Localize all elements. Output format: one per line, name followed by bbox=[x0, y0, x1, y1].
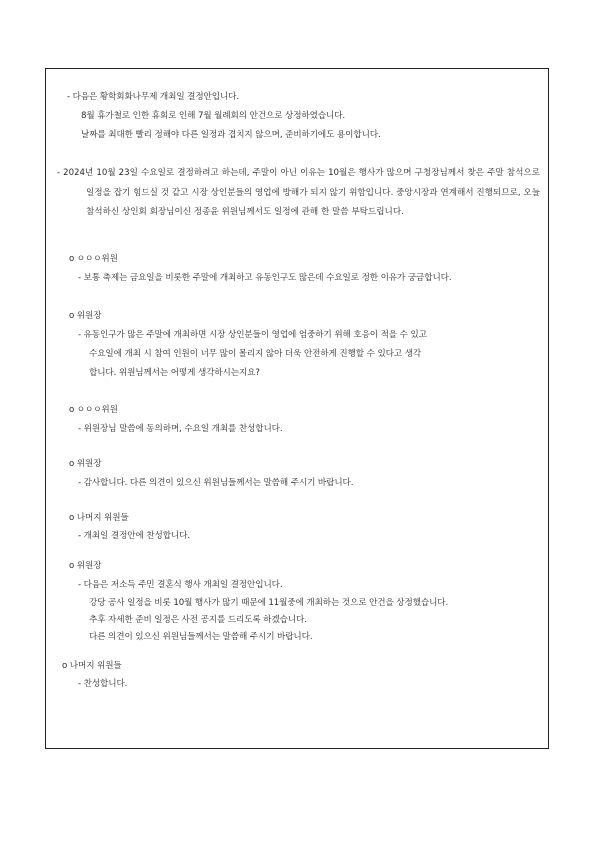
intro-line-2: 8월 휴가철로 인한 휴회로 인해 7월 월례회의 안건으로 상정하였습니다. bbox=[81, 111, 346, 121]
speech-others-2: - 찬성합니다. bbox=[78, 679, 128, 689]
speaker-chair-1: o 위원장 bbox=[69, 311, 102, 321]
intro-line-3: 날짜를 최대한 빨리 정해야 다른 일정과 겹치지 않으며, 준비하기에도 용이합니다. bbox=[81, 130, 381, 140]
speaker-chair-3: o 위원장 bbox=[69, 561, 102, 571]
speech-chair-1-line-2: 수요일에 개최 시 참여 인원이 너무 많이 몰리지 않아 더욱 안전하게 진행할 수 있다고 생각 bbox=[89, 349, 422, 359]
speaker-member-1: o ㅇㅇㅇ위원 bbox=[69, 254, 118, 264]
speaker-chair-2: o 위원장 bbox=[69, 459, 102, 469]
speech-member-1: - 보통 축제는 금요일을 비롯한 주말에 개최하고 유동인구도 많은데 수요일로 정한 이유가 궁금합니다. bbox=[78, 273, 452, 283]
speech-chair-2: - 감사합니다. 다른 의견이 있으신 위원님들께서는 말씀해 주시기 바랍니다. bbox=[78, 478, 354, 488]
date-decision-paragraph: - 2024년 10월 23일 수요일로 결정하려고 하는데, 주말이 아닌 이유는 10월은 행사가 많으며 구청장님께서 찾은 주말 참석으로 일정을 잡기 힘드실 것 같고 시장 상인분들의 영업에 방해가 되지 않기 위함입니다. 중앙시장과 연계해서 진행되므로, 오늘 참석하신 상인회 회장님이신 정종윤 위원님께서도 일정에 관해 한 말씀 부탁드립니다. bbox=[57, 168, 540, 217]
speech-chair-3-line-4: 다른 의견이 있으신 위원님들께서는 말씀해 주시기 바랍니다. bbox=[89, 632, 313, 642]
speaker-member-2: o ㅇㅇㅇ위원 bbox=[69, 405, 118, 415]
speech-member-2: - 위원장님 말씀에 동의하며, 수요일 개최를 찬성합니다. bbox=[78, 424, 283, 434]
speech-others-1: - 개최일 결정안에 찬성합니다. bbox=[78, 531, 190, 541]
speech-chair-3-line-1: - 다음은 저소득 주민 결혼식 행사 개최일 결정안입니다. bbox=[78, 580, 283, 590]
speech-chair-1-line-3: 합니다. 위원님께서는 어떻게 생각하시는지요? bbox=[89, 368, 260, 378]
speaker-others-2: o 나머지 위원들 bbox=[62, 661, 122, 671]
speech-chair-3-line-2: 강당 공사 일정을 비롯 10월 행사가 많기 때문에 11월중에 개최하는 것으로 안건을 상정했습니다. bbox=[89, 598, 449, 608]
speech-chair-3-line-3: 추후 자세한 준비 일정은 사전 공지를 드리도록 하겠습니다. bbox=[89, 615, 307, 625]
speaker-others-1: o 나머지 위원들 bbox=[69, 513, 129, 523]
speech-chair-1-line-1: - 유동인구가 많은 주말에 개최하면 시장 상인분들이 영업에 엄중하기 위해 호응이 적을 수 있고 bbox=[78, 330, 427, 340]
intro-line-1: - 다음은 황학회화나무제 개최일 결정안입니다. bbox=[67, 92, 239, 102]
